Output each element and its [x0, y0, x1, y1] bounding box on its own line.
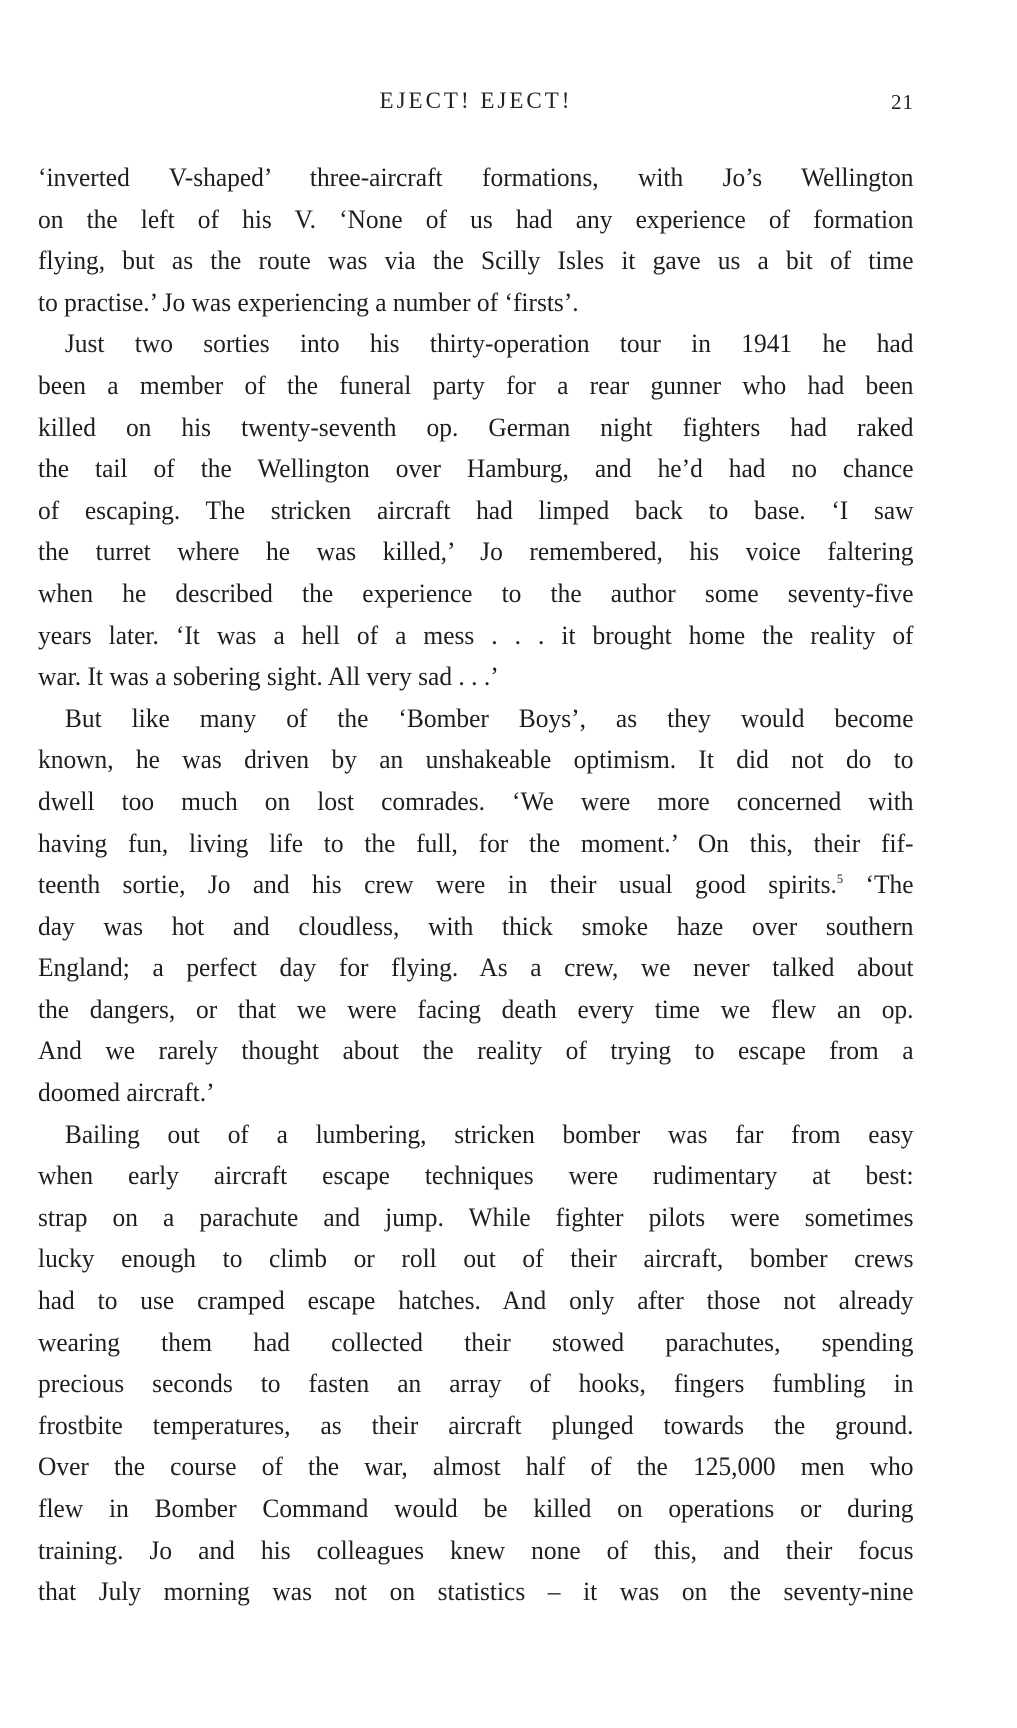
text-segment: teenth sortie, Jo and his crew were in their usual good spirits. — [38, 869, 837, 900]
running-head — [38, 88, 914, 118]
text-line: But like many of the ‘Bomber Boys’, as they would become — [64, 702, 914, 733]
text-line: wearing them had collected their stowed parachutes, spending — [38, 1326, 914, 1357]
paragraph-4 — [38, 1114, 914, 1613]
text-line: doomed aircraft.’ — [38, 1077, 215, 1108]
page-number: 21 — [891, 90, 914, 114]
text-line: training. Jo and his colleagues knew none of this, and their focus — [38, 1534, 914, 1565]
text-line: killed on his twenty-seventh op. German night fighters had raked — [38, 411, 914, 442]
text-line: known, he was driven by an unshakeable optimism. It did not do to — [38, 744, 914, 775]
text-line: of escaping. The stricken aircraft had limped back to base. ‘I saw — [38, 494, 914, 525]
text-line: strap on a parachute and jump. While fighter pilots were sometimes — [38, 1201, 914, 1232]
text-line: that July morning was not on statistics – it was on the seventy-nine — [38, 1576, 914, 1607]
text-line: lucky enough to climb or roll out of their aircraft, bomber crews — [38, 1243, 914, 1274]
text-line: on the left of his V. ‘None of us had any experience of formation — [38, 203, 914, 234]
text-line: flying, but as the route was via the Scilly Isles it gave us a bit of time — [38, 245, 914, 276]
paragraph-2 — [38, 323, 914, 697]
paragraph-3 — [38, 698, 914, 1114]
paragraph-1 — [38, 157, 914, 323]
text-line: had to use cramped escape hatches. And only after those not already — [38, 1285, 914, 1316]
text-line: ‘inverted V-shaped’ three-aircraft formations, with Jo’s Wellington — [38, 162, 914, 192]
running-title: EJECT! EJECT! — [379, 88, 573, 113]
text-line: Bailing out of a lumbering, stricken bomber was far from easy — [64, 1118, 914, 1149]
text-line: England; a perfect day for flying. As a crew, we never talked about — [38, 952, 914, 983]
text-line: when early aircraft escape techniques were rudimentary at best: — [38, 1160, 914, 1191]
text-line-with-footnote — [38, 864, 914, 906]
text-line: flew in Bomber Command would be killed on operations or during — [38, 1493, 914, 1523]
text-line: Over the course of the war, almost half of the 125,000 men who — [38, 1451, 914, 1482]
text-line: precious seconds to fasten an array of hooks, fingers fumbling in — [38, 1368, 914, 1399]
text-line: dwell too much on lost comrades. ‘We were more concerned with — [38, 785, 914, 816]
text-segment: ‘The — [843, 869, 914, 900]
text-line: And we rarely thought about the reality of trying to escape from a — [38, 1035, 914, 1066]
text-line: frostbite temperatures, as their aircraft plunged towards the ground. — [38, 1409, 914, 1440]
text-line: having fun, living life to the full, for the moment.’ On this, their fif- — [38, 827, 914, 858]
text-line: to practise.’ Jo was experiencing a number of ‘firsts’. — [38, 286, 579, 317]
text-line: the dangers, or that we were facing death every time we flew an op. — [38, 993, 914, 1024]
footnote-reference[interactable]: 5 — [836, 871, 844, 887]
text-line: day was hot and cloudless, with thick smoke haze over southern — [38, 910, 914, 941]
text-line: the turret where he was killed,’ Jo remembered, his voice faltering — [38, 536, 914, 567]
text-line: Just two sorties into his thirty-operation tour in 1941 he had — [64, 328, 914, 359]
text-line: years later. ‘It was a hell of a mess . . . it brought home the reality of — [38, 619, 914, 650]
text-line: the tail of the Wellington over Hamburg, and he’d had no chance — [38, 453, 914, 484]
body-text — [38, 157, 914, 1613]
text-line: been a member of the funeral party for a rear gunner who had been — [38, 369, 914, 400]
text-line: war. It was a sobering sight. All very sad . . .’ — [38, 661, 499, 692]
text-line: when he described the experience to the author some seventy-five — [38, 577, 914, 608]
